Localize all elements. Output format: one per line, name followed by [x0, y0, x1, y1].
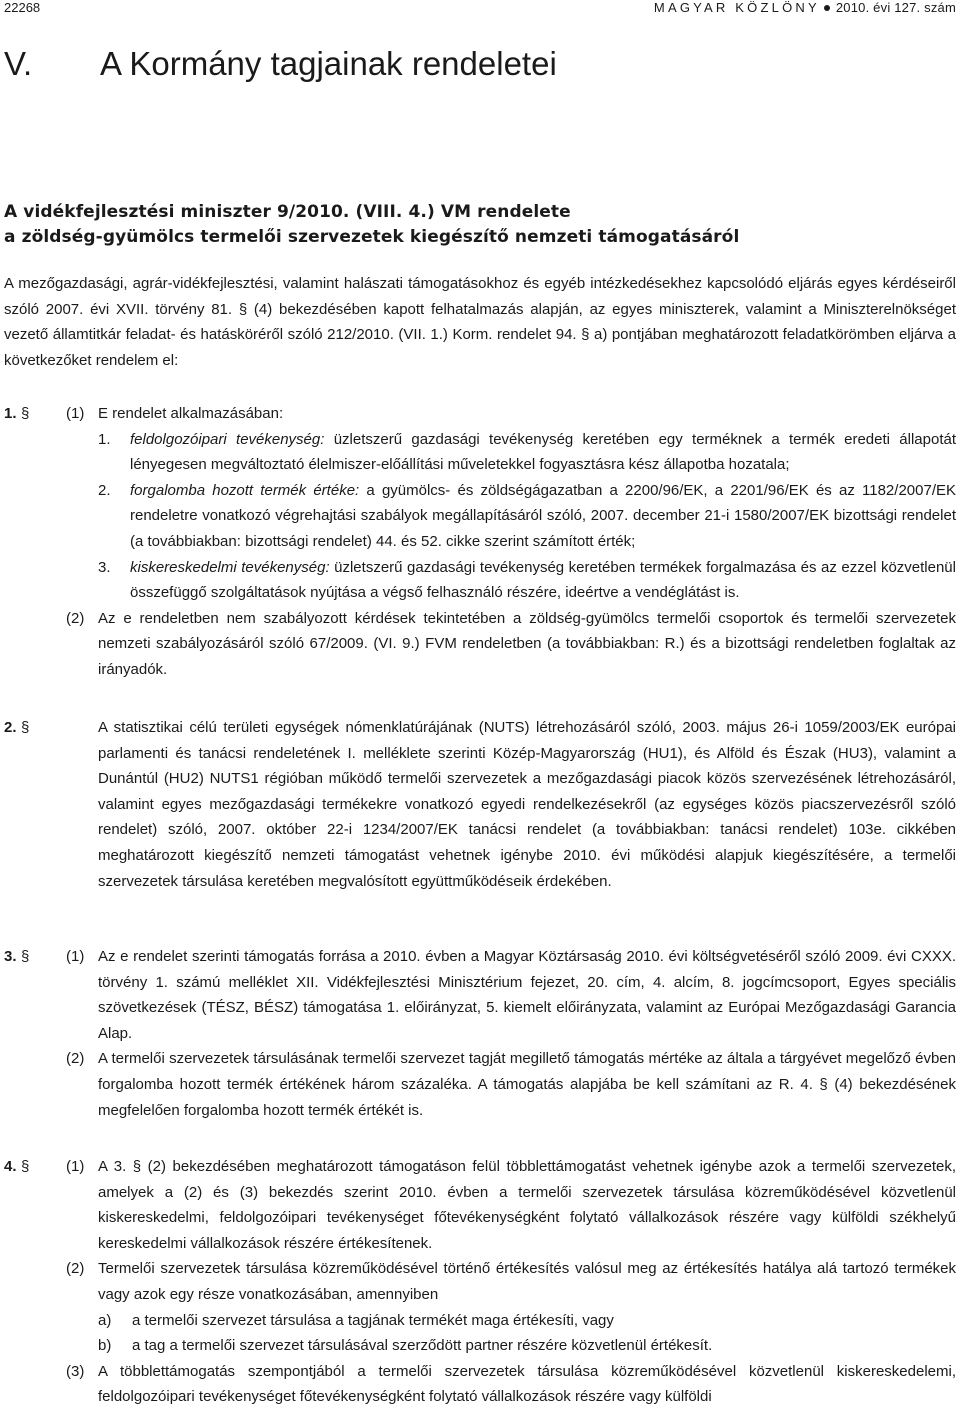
section-2-text — [4, 715, 956, 894]
paragraph-number: (1) — [66, 1158, 85, 1175]
item-text: a termelői szervezet társulása a tagjának termékét maga értékesíti, vagy — [132, 1311, 614, 1329]
journal-reference — [654, 0, 956, 16]
page-number: 22268 — [4, 0, 41, 15]
paragraph-text: Az e rendelet szerinti támogatás forrása a 2010. évben a Magyar Köztársaság 2010. évi költségvetéséről szóló 2009. évi CXXX. törvény 1. számú melléklet XII. Vidékfejlesztési Minisztérium fejezet, 20. cím, 4. alcím, 8. jogcímcsoport, Egyes speciális szövetkezések (TÉSZ, BÉSZ) támogatása 1. előirányzat, 5. kiemelt előirányzata, valamint az Európai Mezőgazdasági Garancia Alap. — [98, 948, 956, 1042]
decree-title-line-2: a zöldség-gyümölcs termelői szervezetek kiegészítő nemzeti támogatásáról — [4, 227, 740, 247]
section-number: 2. — [4, 719, 17, 736]
decree-title — [4, 200, 739, 250]
section-sign: § — [21, 405, 30, 422]
paragraph-text: A 3. § (2) bekezdésében meghatározott támogatáson felül többlettámogatást vehetnek igénybe azok a termelői szervezetek, amelyek a (2) és (3) bekezdés szerint 2010. évben a termelői szervezetek társulása közreműködésével közvetlenül kiskereskedelmi, feldolgozóipari tevékenységet főtevékenységként folytató vállalkozások részére vagy külföldi székhelyű kereskedelmi vállalkozások részére értékesítenek. — [98, 1158, 956, 1252]
paragraph-number: (1) — [66, 948, 85, 965]
paragraph-text: Az e rendeletben nem szabályozott kérdések tekintetében a zöldség-gyümölcs termelői csoportok és termelői szervezetek nemzeti szabályozásáról szóló 67/2009. (VI. 9.) FVM rendeletben (a továbbiakban: R.) és a bizottsági rendeletben foglaltak az irányadók. — [98, 609, 956, 678]
item-number: 2. — [98, 481, 111, 499]
bullet-separator — [824, 5, 830, 11]
section-sign: § — [21, 719, 30, 736]
paragraph-text: A többlettámogatás szempontjából a termelői szervezetek társulása közreműködésével közvetlenül kiskereskedelemi, feldolgozóipari tevékenységet főtevékenységként folytató vállalkozások részére vagy külföldi — [98, 1362, 956, 1406]
paragraph-number: (3) — [66, 1362, 85, 1380]
paragraph-text: E rendelet alkalmazásában: — [98, 405, 284, 422]
definition: üzletszerű gazdasági tevékenység keretében egy terméknek a termék eredeti állapotát lényegesen megváltoztató élelmiszer-előállítási műveletekkel fogyasztásra kész állapotba hozatala; — [130, 430, 956, 474]
paragraph-number: (2) — [66, 1260, 85, 1278]
preamble: A mezőgazdasági, agrár-vidékfejlesztési, valamint halászati támogatásokhoz és egyéb intézkedésekhez kapcsolódó eljárás egyes kérdéseiről szóló 2007. évi XVII. törvény 81. § (4) bekezdésében kapott felhatalmazás alapján, az egyes miniszterek, valamint a Miniszterelnökséget vezető államtitkár feladat- és hatásköréről szóló 212/2010. (VII. 1.) Korm. rendelet 94. § a) pontjában meghatározott feladatkörömben eljárva a következőket rendelem el: — [4, 275, 956, 369]
definition: üzletszerű gazdasági tevékenység keretében termékek forgalmazása és az ezzel közvetlenül összefüggő szolgáltatások nyújtása a végső felhasználó részére, ideértve a vendéglátást is. — [130, 558, 956, 602]
section-2 — [4, 715, 956, 894]
section-3-paragraph-1 — [4, 944, 956, 1046]
definition: a gyümölcs- és zöldségágazatban a 2200/96/EK, a 2201/96/EK és az 1182/2007/EK rendeletre vonatkozó végrehajtási szabályok megállapításáról szóló, 2007. december 21-i 1580/2007/EK bizottsági rendelet (a továbbiakban: bizottsági rendelet) 44. és 52. cikke szerint számított érték; — [130, 481, 956, 550]
chapter-title: A Kormány tagjainak rendeletei — [100, 45, 557, 82]
item-text — [130, 478, 956, 555]
page-header — [4, 0, 956, 20]
definition-item — [4, 478, 956, 555]
issue-number: 2010. évi 127. szám — [835, 0, 956, 15]
paragraph-number: (1) — [66, 405, 85, 422]
list-item — [4, 1333, 956, 1359]
section-sign: § — [21, 1158, 30, 1175]
item-text: a tag a termelői szervezet társulásával szerződött partner részére közvetlenül értékesít. — [132, 1337, 713, 1355]
item-letter: b) — [98, 1337, 112, 1355]
section-1 — [4, 401, 956, 683]
section-4-paragraph-2 — [4, 1256, 956, 1307]
chapter-number: V. — [4, 45, 33, 82]
section-3 — [4, 944, 956, 1123]
list-item — [4, 1308, 956, 1334]
section-4 — [4, 1154, 956, 1410]
defined-term: feldolgozóipari tevékenység: — [130, 430, 325, 448]
paragraph-number: (2) — [66, 609, 85, 627]
paragraph-number: (2) — [66, 1050, 85, 1068]
paragraph-text: A statisztikai célú területi egységek nómenklatúrájának (NUTS) létrehozásáról szóló, 2003. május 26-i 1059/2003/EK európai parlamenti és tanácsi rendeletének I. melléklete szerinti Közép-Magyarország (HU1), és Alföld és Észak (HU3), valamint a Dunántúl (HU2) NUTS1 régióban működő termelői szervezetek a mezőgazdasági piacok közös szervezésének létrehozásáról, valamint egyes mezőgazdasági termékekre vonatkozó egyedi rendelkezésekről (az egységes közös piacszervezésről szóló rendelet) szóló, 2007. október 22-i 1234/2007/EK tanácsi rendelet (a továbbiakban: tanácsi rendelet) 103e. cikkében meghatározott kiegészítő nemzeti támogatást vehetnek igénybe 2010. évi működési alapjuk kiegészítésére, a termelői szervezetek társulása keretében megvalósított együttműködéseik érdekében. — [98, 719, 956, 890]
decree-title-line-1: A vidékfejlesztési miniszter 9/2010. (VIII. 4.) VM rendelete — [4, 202, 571, 222]
defined-term: forgalomba hozott termék értéke: — [130, 481, 360, 499]
item-text — [130, 555, 956, 606]
section-1-paragraph-2 — [4, 606, 956, 683]
definition-item — [4, 555, 956, 606]
definition-item — [4, 427, 956, 478]
section-number: 3. — [4, 948, 17, 965]
item-letter: a) — [98, 1311, 112, 1329]
chapter-heading — [4, 44, 557, 84]
section-number: 1. — [4, 405, 17, 422]
item-number: 3. — [98, 558, 111, 576]
section-number: 4. — [4, 1158, 17, 1175]
journal-name: MAGYAR KÖZLÖNY — [653, 0, 820, 15]
item-number: 1. — [98, 430, 111, 448]
section-sign: § — [21, 948, 30, 965]
item-text — [130, 427, 956, 478]
paragraph-text: A termelői szervezetek társulásának termelői szervezet tagját megillető támogatás mértéke az általa a tárgyévet megelőző évben forgalomba hozott termék értékének három százaléka. A támogatás alapjába be kell számítani az R. 4. § (4) bekezdésének megfelelően forgalomba hozott termék értékét is. — [98, 1050, 956, 1119]
section-3-paragraph-2 — [4, 1046, 956, 1123]
section-4-paragraph-3 — [4, 1359, 956, 1410]
section-4-paragraph-1 — [4, 1154, 956, 1256]
section-1-paragraph-1 — [4, 401, 956, 427]
defined-term: kiskereskedelmi tevékenység: — [130, 558, 330, 576]
paragraph-text: Termelői szervezetek társulása közreműködésével történő értékesítés valósul meg az értékesítés hatálya alá tartozó termékek vagy azok egy része vonatkozásában, amennyiben — [98, 1260, 956, 1303]
